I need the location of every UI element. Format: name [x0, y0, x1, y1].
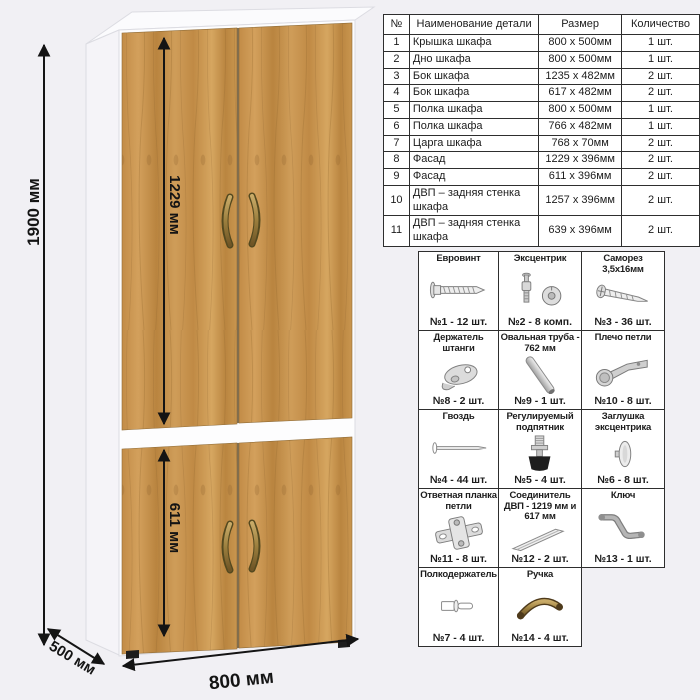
- table-cell: 1257 x 396мм: [539, 185, 622, 216]
- hardware-item-count: №10 - 8 шт.: [594, 395, 652, 407]
- depth-dimension-label: 500 мм: [45, 637, 99, 679]
- table-cell: Дно шкафа: [409, 51, 538, 68]
- hardware-item-count: №7 - 4 шт.: [432, 632, 485, 644]
- table-cell: 8: [384, 152, 410, 169]
- table-cell: 2 шт.: [621, 135, 699, 152]
- table-cell: 639 x 396мм: [539, 216, 622, 247]
- empty-grid-cell: [581, 567, 665, 647]
- confirmat-screw-icon: [428, 265, 490, 316]
- table-cell: 1229 x 396мм: [539, 152, 622, 169]
- hardware-grid: [418, 251, 664, 646]
- table-row: [384, 118, 700, 135]
- hardware-item-count: №9 - 1 шт.: [514, 395, 566, 407]
- hardware-item-name: Ответная планка петли: [420, 490, 497, 512]
- hardware-item-name: Эксцентрик: [513, 253, 567, 264]
- table-cell: 1 шт.: [621, 118, 699, 135]
- table-cell: 1: [384, 35, 410, 52]
- parts-table-column-header: №: [384, 15, 410, 35]
- parts-table: [383, 14, 700, 247]
- oval-tube-icon: [509, 354, 571, 395]
- table-cell: 2 шт.: [621, 216, 699, 247]
- parts-table-column-header: Количество: [621, 15, 699, 35]
- hardware-item-name: Ключ: [610, 490, 636, 501]
- parts-table-column-header: Размер: [539, 15, 622, 35]
- table-row: [384, 135, 700, 152]
- hardware-item-name: Овальная труба - 762 мм: [500, 332, 580, 354]
- table-cell: 766 x 482мм: [539, 118, 622, 135]
- hardware-item-oval-tube: [498, 330, 582, 410]
- rod-holder-icon: [428, 354, 490, 395]
- hardware-item-name: Регулируемый подпятник: [506, 411, 574, 433]
- table-cell: 2 шт.: [621, 185, 699, 216]
- hardware-item-key: [581, 488, 665, 568]
- hardware-item-count: №4 - 44 шт.: [429, 474, 488, 486]
- cam-lock-icon: [509, 265, 571, 316]
- table-cell: Крышка шкафа: [409, 35, 538, 52]
- table-row: [384, 85, 700, 102]
- table-cell: Бок шкафа: [409, 68, 538, 85]
- hardware-item-count: №14 - 4 шт.: [511, 632, 569, 644]
- table-cell: Фасад: [409, 152, 538, 169]
- table-row: [384, 152, 700, 169]
- table-cell: 1 шт.: [621, 35, 699, 52]
- table-cell: 800 x 500мм: [539, 51, 622, 68]
- table-cell: 1 шт.: [621, 102, 699, 119]
- shelf-pin-icon: [428, 581, 490, 632]
- hardware-item-count: №1 - 12 шт.: [429, 316, 488, 328]
- hardware-item-count: №5 - 4 шт.: [514, 474, 566, 486]
- hardware-item-name: Гвоздь: [442, 411, 475, 422]
- hinge-icon: [592, 344, 654, 395]
- table-row: [384, 68, 700, 85]
- table-row: [384, 35, 700, 52]
- table-cell: 9: [384, 169, 410, 186]
- table-cell: 800 x 500мм: [539, 35, 622, 52]
- table-row: [384, 216, 700, 247]
- hardware-item-count: №11 - 8 шт.: [430, 553, 487, 565]
- hardware-item-cam: [498, 251, 582, 331]
- self-tapping-screw-icon: [592, 275, 654, 316]
- hardware-item-hdf-connector: [498, 488, 582, 568]
- parts-table-header-row: [384, 15, 700, 35]
- hardware-item-count: №6 - 8 шт.: [597, 474, 649, 486]
- hex-key-icon: [592, 502, 654, 553]
- width-dimension-label: 800 мм: [207, 666, 275, 695]
- hardware-item-name: Заглушка эксцентрика: [594, 411, 652, 433]
- hardware-item-name: Плечо петли: [594, 332, 652, 343]
- table-cell: 2 шт.: [621, 169, 699, 186]
- table-cell: 611 x 396мм: [539, 169, 622, 186]
- table-cell: 2 шт.: [621, 68, 699, 85]
- furniture-handle-icon: [509, 581, 571, 632]
- hardware-item-name: Соединитель ДВП - 1219 мм и 617 мм: [503, 490, 577, 523]
- table-row: [384, 169, 700, 186]
- hardware-item-eurovint: [418, 251, 499, 331]
- table-cell: 10: [384, 185, 410, 216]
- table-cell: 2: [384, 51, 410, 68]
- hardware-item-count: №13 - 1 шт.: [594, 553, 652, 565]
- hardware-item-count: №12 - 2 шт.: [511, 553, 569, 565]
- hardware-item-nail: [418, 409, 499, 489]
- hardware-item-shelf-pin: [418, 567, 499, 647]
- upper-door-dimension-label: 1229 мм: [166, 175, 183, 235]
- lower-door-dimension-label: 611 мм: [166, 502, 183, 554]
- table-cell: Полка шкафа: [409, 118, 538, 135]
- table-cell: 2 шт.: [621, 85, 699, 102]
- table-row: [384, 51, 700, 68]
- hardware-item-name: Полкодержатель: [420, 569, 497, 580]
- hardware-item-name: Евровинт: [436, 253, 481, 264]
- hardware-item-count: №2 - 8 комп.: [507, 316, 573, 328]
- hardware-item-screw: [581, 251, 665, 331]
- table-cell: 1235 x 482мм: [539, 68, 622, 85]
- table-cell: 4: [384, 85, 410, 102]
- table-cell: 768 x 70мм: [539, 135, 622, 152]
- parts-table-column-header: Наименование детали: [409, 15, 538, 35]
- table-cell: Царга шкафа: [409, 135, 538, 152]
- table-cell: 3: [384, 68, 410, 85]
- hardware-item-name: Ручка: [526, 569, 554, 580]
- table-cell: ДВП – задняя стенка шкафа: [409, 216, 538, 247]
- table-cell: Полка шкафа: [409, 102, 538, 119]
- hardware-item-name: Саморез 3,5х16мм: [602, 253, 644, 275]
- table-cell: 2 шт.: [621, 152, 699, 169]
- table-row: [384, 102, 700, 119]
- table-cell: 7: [384, 135, 410, 152]
- hardware-item-cam-cover: [581, 409, 665, 489]
- table-cell: 5: [384, 102, 410, 119]
- hardware-item-hinge: [581, 330, 665, 410]
- table-cell: Бок шкафа: [409, 85, 538, 102]
- hardware-item-count: №8 - 2 шт.: [432, 395, 485, 407]
- hardware-item-hinge-plate: [418, 488, 499, 568]
- hardware-item-adjustable-foot: [498, 409, 582, 489]
- table-cell: ДВП – задняя стенка шкафа: [409, 185, 538, 216]
- table-cell: 1 шт.: [621, 51, 699, 68]
- hardware-item-rod-holder: [418, 330, 499, 410]
- hdf-connector-strip-icon: [509, 523, 571, 553]
- table-cell: 617 x 482мм: [539, 85, 622, 102]
- cam-cover-cap-icon: [592, 433, 654, 474]
- adjustable-foot-icon: [509, 433, 571, 474]
- nail-icon: [428, 423, 490, 474]
- height-dimension-label: 1900 мм: [24, 178, 43, 246]
- table-cell: 11: [384, 216, 410, 247]
- hardware-item-handle: [498, 567, 582, 647]
- hardware-item-count: №3 - 36 шт.: [594, 316, 652, 328]
- table-row: [384, 185, 700, 216]
- hinge-mounting-plate-icon: [428, 512, 490, 553]
- hardware-item-name: Держатель штанги: [433, 332, 484, 354]
- table-cell: 6: [384, 118, 410, 135]
- table-cell: 800 x 500мм: [539, 102, 622, 119]
- table-cell: Фасад: [409, 169, 538, 186]
